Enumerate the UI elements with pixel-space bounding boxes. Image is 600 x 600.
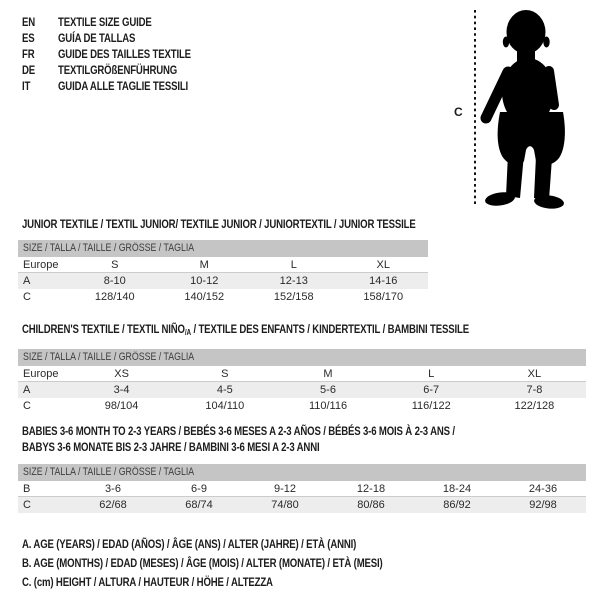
size-cell: XS xyxy=(114,368,129,380)
legend-text: A. AGE (YEARS) / EDAD (AÑOS) / ÂGE (ANS) / ALTER (JAHRE) / ETÀ (ANNI) xyxy=(22,537,357,551)
row-label: B xyxy=(23,483,31,495)
language-title: TEXTILE SIZE GUIDE xyxy=(58,15,152,29)
size-cell: XL xyxy=(527,368,542,380)
row-label: A xyxy=(23,275,31,287)
legend-text: C. (cm) HEIGHT / ALTURA / HAUTEUR / HÖHE / ALTEZZA xyxy=(22,575,273,589)
row-label: Europe xyxy=(23,368,59,380)
size-cell: L xyxy=(428,368,435,380)
title-pre: CHILDREN'S TEXTILE / TEXTIL NIÑO xyxy=(22,322,185,336)
language-title: GUIDE DES TAILLES TEXTILE xyxy=(58,47,191,61)
height-cell: 128/140 xyxy=(94,291,135,303)
language-row-fr xyxy=(22,46,233,62)
size-cell: M xyxy=(199,259,209,271)
title-post: / TEXTILE DES ENFANTS / KINDERTEXTIL / BAMBINI TESSILE xyxy=(190,322,469,336)
legend-line-a xyxy=(22,535,473,554)
age-cell: 8-10 xyxy=(103,275,126,287)
age-cell: 6-9 xyxy=(191,483,207,495)
height-cell: 116/122 xyxy=(411,400,451,412)
table-row-age xyxy=(18,273,428,289)
language-row-de xyxy=(22,62,233,78)
height-cell: 158/170 xyxy=(363,291,404,303)
height-cell: 98/104 xyxy=(104,400,139,412)
height-cell: 74/80 xyxy=(271,499,299,511)
table-row-age xyxy=(18,382,586,398)
row-label: C xyxy=(23,400,31,412)
age-cell: 18-24 xyxy=(442,483,472,495)
age-cell: 24-36 xyxy=(528,483,558,495)
language-title: GUÍA DE TALLAS xyxy=(58,31,136,45)
language-title: TEXTILGRÖßENFÜHRUNG xyxy=(58,63,178,77)
row-label: A xyxy=(23,384,31,396)
children-table xyxy=(18,349,586,414)
age-cell: 12-18 xyxy=(356,483,386,495)
height-cell: 62/68 xyxy=(99,499,127,511)
language-row-en xyxy=(22,14,233,30)
table-row-height xyxy=(18,497,586,513)
legend-text: B. AGE (MONTHS) / EDAD (MESES) / ÂGE (MOIS) / ALTER (MONATE) / ETÀ (MESI) xyxy=(22,556,383,570)
language-code: EN xyxy=(22,15,36,29)
table-row-europe xyxy=(18,366,586,382)
age-cell: 5-6 xyxy=(320,384,336,396)
babies-table-title xyxy=(22,423,563,455)
babies-table xyxy=(18,464,586,513)
size-cell: S xyxy=(111,259,119,271)
height-label: C xyxy=(454,105,463,119)
size-header-label: SIZE / TALLA / TAILLE / GRÖSSE / TAGLIA xyxy=(23,466,195,478)
size-header-bar xyxy=(18,349,586,366)
table-row-height xyxy=(18,289,428,305)
legend-line-b xyxy=(22,554,473,573)
language-code: FR xyxy=(22,47,35,61)
junior-table xyxy=(18,240,428,305)
language-code: ES xyxy=(22,31,35,45)
language-title: GUIDA ALLE TAGLIE TESSILI xyxy=(58,79,189,93)
junior-table-title-text: JUNIOR TEXTILE / TEXTIL JUNIOR/ TEXTILE JUNIOR / JUNIORTEXTIL / JUNIOR TESSILE xyxy=(22,217,416,231)
toddler-silhouette-shape xyxy=(484,10,565,210)
junior-table-title xyxy=(22,216,514,232)
age-cell: 12-13 xyxy=(279,275,308,287)
height-cell: 122/128 xyxy=(514,400,555,412)
height-cell: 80/86 xyxy=(357,499,385,511)
language-code: IT xyxy=(22,79,31,93)
age-cell: 7-8 xyxy=(526,384,543,396)
size-header-bar xyxy=(18,464,586,481)
age-cell: 4-5 xyxy=(216,384,233,396)
babies-title-line2: BABYS 3-6 MONATE BIS 2-3 JAHRE / BAMBINI 3-6 MESI A 2-3 ANNI xyxy=(22,440,320,454)
table-row-height xyxy=(18,398,586,414)
age-cell: 14-16 xyxy=(369,275,398,287)
language-header xyxy=(22,14,233,94)
row-label: C xyxy=(23,291,31,303)
table-row-age-months xyxy=(18,481,586,497)
size-header-label: SIZE / TALLA / TAILLE / GRÖSSE / TAGLIA xyxy=(23,351,195,363)
row-label: Europe xyxy=(23,259,59,271)
legend xyxy=(22,535,473,592)
language-code: DE xyxy=(22,63,36,77)
height-figure xyxy=(450,6,590,212)
age-cell: 6-7 xyxy=(423,384,440,396)
children-table-title-text xyxy=(22,321,469,341)
babies-title-line1: BABIES 3-6 MONTH TO 2-3 YEARS / BEBÉS 3-6 MESES A 2-3 AÑOS / BÉBÉS 3-6 MOIS À 2-3 ANS / xyxy=(22,424,455,438)
size-header-label: SIZE / TALLA / TAILLE / GRÖSSE / TAGLIA xyxy=(23,242,195,254)
language-row-it xyxy=(22,78,233,94)
height-cell: 92/98 xyxy=(529,499,557,511)
title-subscript: /A xyxy=(184,328,191,337)
age-cell: 3-6 xyxy=(105,483,121,495)
language-row-es xyxy=(22,30,233,46)
age-cell: 9-12 xyxy=(273,483,297,495)
height-cell: 104/110 xyxy=(205,400,245,412)
height-cell: 110/116 xyxy=(308,400,348,412)
height-cell: 86/92 xyxy=(443,499,471,511)
height-cell: 140/152 xyxy=(184,291,225,303)
size-cell: M xyxy=(323,368,333,380)
row-label: C xyxy=(23,499,31,511)
size-cell: L xyxy=(290,259,297,271)
children-table-title xyxy=(22,321,581,341)
size-cell: S xyxy=(221,368,229,380)
size-cell: XL xyxy=(376,259,390,271)
age-cell: 3-4 xyxy=(113,384,130,396)
age-cell: 10-12 xyxy=(190,275,219,287)
height-cell: 152/158 xyxy=(273,291,314,303)
legend-line-c xyxy=(22,573,473,592)
height-cell: 68/74 xyxy=(185,499,213,511)
toddler-silhouette xyxy=(450,6,590,212)
size-header-bar xyxy=(18,240,428,257)
table-row-europe xyxy=(18,257,428,273)
